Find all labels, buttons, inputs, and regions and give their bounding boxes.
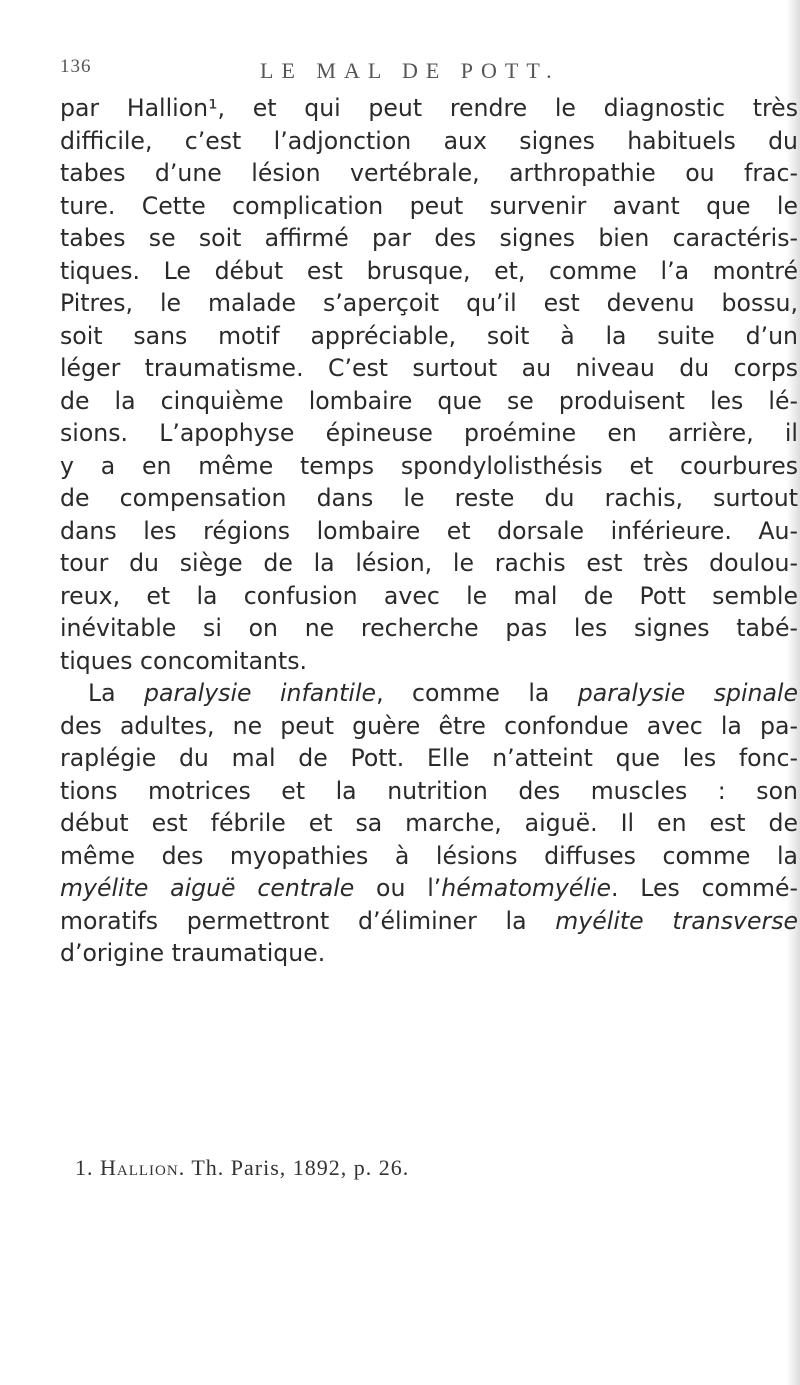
footnote-marker: 1. <box>75 1155 100 1180</box>
text-line: léger traumatisme. C’est surtout au niveau du corps <box>60 354 798 382</box>
paragraph-line: tions motrices et la nutrition des muscles : son <box>60 776 798 805</box>
footnote <box>75 1155 409 1181</box>
text-line: sions. L’apophyse épineuse proémine en arrière, il <box>60 419 798 447</box>
text-line: ture. Cette complication peut survenir avant que le <box>60 191 798 220</box>
text-line: par Hallion¹, et qui peut rendre le diagnostic très <box>60 94 798 122</box>
text-line: de compensation dans le reste du rachis, surtout <box>60 484 798 512</box>
text-run: , comme la <box>376 679 578 707</box>
italic-term: paralysie spinale <box>577 679 798 707</box>
paragraph-line: d’origine traumatique. <box>60 939 326 967</box>
text-line: de la cinquième lombaire que se produisent les lé- <box>60 386 798 415</box>
text-line: Pitres, le malade s’aperçoit qu’il est devenu bossu, <box>60 289 798 317</box>
italic-term: paralysie infantile <box>144 679 377 707</box>
paragraph-line: même des myopathies à lésions diffuses comme la <box>60 841 798 870</box>
text-line: tiques concomitants. <box>60 646 308 675</box>
italic-term: myélite transverse <box>555 906 798 935</box>
text-run: ou l’ <box>354 874 442 902</box>
text-line: tiques. Le début est brusque, et, comme l’a montré <box>60 256 798 285</box>
italic-term: hématomyélie <box>441 874 611 902</box>
text-line: soit sans motif appréciable, soit à la suite d’un <box>60 321 798 350</box>
paragraph-line <box>60 872 798 905</box>
running-title: LE MAL DE POTT. <box>260 58 560 83</box>
body-text <box>60 92 800 970</box>
paragraph-line: début est fébrile et sa marche, aiguë. Il en est de <box>60 809 798 837</box>
paragraph-line <box>60 905 798 938</box>
page-number: 136 <box>60 56 92 77</box>
text-line: dans les régions lombaire et dorsale inférieure. Au- <box>60 516 798 545</box>
text-line: y a en même temps spondylolisthésis et courbures <box>60 451 798 480</box>
text-line: difficile, c’est l’adjonction aux signes habituels du <box>60 126 798 155</box>
italic-term: myélite aiguë centrale <box>60 874 355 902</box>
footnote-author: Hallion <box>100 1155 179 1180</box>
paragraph-line <box>60 677 798 710</box>
text-run: moratifs permettront d’éliminer la <box>60 906 556 935</box>
paragraph-line: des adultes, ne peut guère être confondue avec la pa- <box>60 711 798 740</box>
text-line: tabes se soit affirmé par des signes bien caractéris- <box>60 224 798 252</box>
paragraph-line: raplégie du mal de Pott. Elle n’atteint que les fonc- <box>60 744 798 772</box>
text-run: La <box>88 679 145 707</box>
text-line: tour du siège de la lésion, le rachis est très doulou- <box>60 549 798 577</box>
text-line: tabes d’une lésion vertébrale, arthropathie ou frac- <box>60 159 798 187</box>
text-line: reux, et la confusion avec le mal de Pott semble <box>60 581 798 610</box>
text-run: . Les commé- <box>610 874 798 902</box>
footnote-reference: . Th. Paris, 1892, p. 26. <box>178 1155 410 1180</box>
text-line: inévitable si on ne recherche pas les signes tabé- <box>60 614 798 642</box>
